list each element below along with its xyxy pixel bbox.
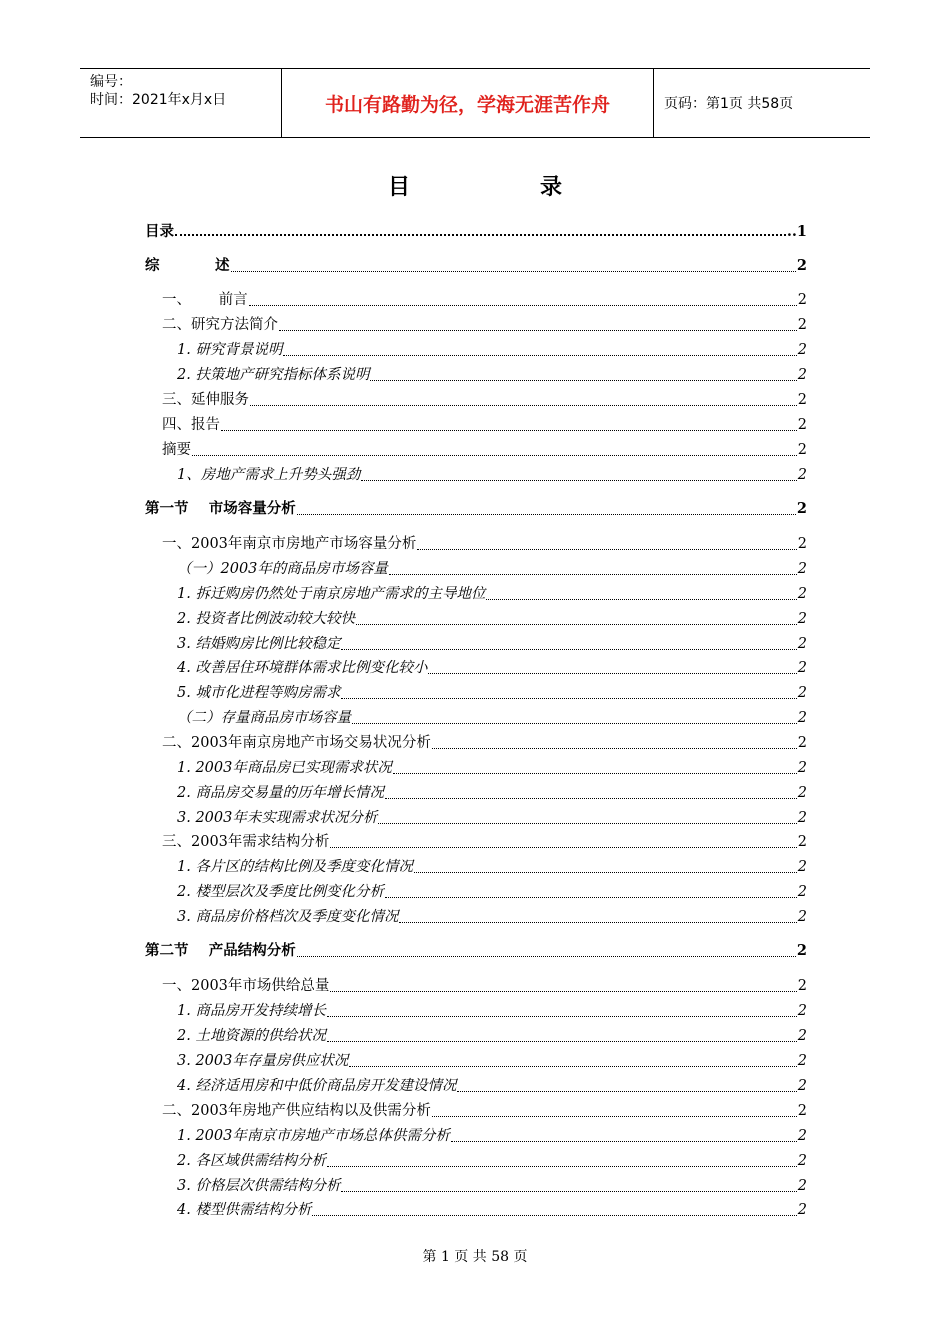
toc-entry[interactable] — [145, 706, 807, 728]
toc-entry[interactable] — [145, 632, 807, 654]
toc-entry-label: 三、2003年需求结构分析 — [162, 834, 330, 850]
toc-entry-page: 2 — [797, 760, 807, 776]
toc-entry-label: 3. 2003年存量房供应状况 — [177, 1053, 349, 1069]
toc-leader-dots — [414, 872, 797, 873]
toc-entry[interactable] — [145, 438, 807, 460]
toc-leader-dots — [428, 673, 796, 674]
toc-leader-dots — [297, 514, 796, 515]
toc-leader-dots — [330, 991, 796, 992]
toc-entry[interactable] — [145, 1174, 807, 1196]
toc-entry-label: 1、房地产需求上升势头强劲 — [177, 467, 361, 483]
toc-entry[interactable] — [145, 1049, 807, 1071]
toc-entry[interactable] — [145, 731, 807, 753]
toc-entry-page: 2 — [797, 636, 807, 652]
toc-entry-label: 1. 商品房开发持续增长 — [177, 1003, 326, 1019]
toc-leader-dots — [352, 723, 797, 724]
toc-entry-label: 2. 扶策地产研究指标体系说明 — [177, 367, 370, 383]
title-char-2: 录 — [540, 175, 563, 200]
toc-leader-dots — [341, 1191, 796, 1192]
toc-entry[interactable] — [145, 557, 807, 579]
toc-entry-label: 摘要 — [162, 442, 191, 458]
toc-entry[interactable] — [145, 497, 807, 519]
page-title — [0, 170, 950, 201]
toc-entry-page: 2 — [797, 660, 807, 676]
toc-entry[interactable] — [145, 1149, 807, 1171]
toc-entry-page: 2 — [797, 611, 807, 627]
toc-entry-label: 2. 商品房交易量的历年增长情况 — [177, 785, 384, 801]
toc-leader-dots — [327, 1041, 797, 1042]
toc-entry[interactable] — [145, 313, 807, 335]
toc-leader-dots — [361, 480, 797, 481]
toc-entry-page: 2 — [796, 942, 807, 959]
toc-entry-page: 2 — [797, 909, 807, 925]
toc-entry[interactable] — [145, 999, 807, 1021]
toc-entry[interactable] — [145, 681, 807, 703]
toc-leader-dots — [279, 330, 797, 331]
toc-entry[interactable] — [145, 756, 807, 778]
toc-entry-page: 2 — [797, 292, 807, 308]
toc-entry[interactable] — [145, 582, 807, 604]
toc-entry-label: 一、2003年南京市房地产市场容量分析 — [162, 536, 417, 552]
toc-entry-page: 2 — [797, 442, 807, 458]
toc-entry-page: 2 — [797, 317, 807, 333]
toc-entry-page: 2 — [797, 884, 807, 900]
toc-entry-label: 5. 城市化进程等购房需求 — [177, 685, 341, 701]
toc-entry-page: 2 — [797, 1078, 807, 1094]
toc-leader-dots — [417, 549, 796, 550]
toc-leader-dots — [175, 234, 786, 236]
toc-entry-page: 2 — [797, 392, 807, 408]
toc-entry[interactable] — [145, 1074, 807, 1096]
toc-entry[interactable] — [145, 363, 807, 385]
toc-entry[interactable] — [145, 220, 807, 242]
toc-leader-dots — [389, 574, 797, 575]
toc-leader-dots — [249, 305, 797, 306]
toc-leader-dots — [330, 847, 796, 848]
toc-entry-page: 2 — [797, 735, 807, 751]
toc-leader-dots — [451, 1141, 797, 1142]
toc-entry[interactable] — [145, 880, 807, 902]
toc-leader-dots — [327, 1016, 797, 1017]
toc-entry-page: 2 — [797, 710, 807, 726]
toc-entry-label: 1. 各片区的结构比例及季度变化情况 — [177, 859, 413, 875]
toc-entry-label: 三、延伸服务 — [162, 392, 249, 408]
toc-entry-label: 2. 各区域供需结构分析 — [177, 1153, 326, 1169]
toc-entry-page: 2 — [797, 467, 807, 483]
title-char-1: 目 — [387, 175, 410, 200]
toc-entry[interactable] — [145, 1024, 807, 1046]
toc-leader-dots — [432, 748, 797, 749]
toc-leader-dots — [341, 698, 796, 699]
toc-entry-page: 2 — [797, 342, 807, 358]
toc-entry-label: 1. 2003年南京市房地产市场总体供需分析 — [177, 1128, 450, 1144]
toc-entry-label: 二、2003年房地产供应结构以及供需分析 — [162, 1103, 431, 1119]
time-label: 时间：2021年x月x日 — [90, 92, 227, 108]
toc-leader-dots — [283, 355, 796, 356]
toc-entry[interactable] — [145, 830, 807, 852]
toc-entry-label: 一、 前言 — [162, 292, 248, 308]
toc-entry[interactable] — [145, 806, 807, 828]
toc-entry-label: 四、报告 — [162, 417, 220, 433]
toc-entry-label: 2. 投资者比例波动较大较快 — [177, 611, 355, 627]
toc-entry[interactable] — [145, 1099, 807, 1121]
toc-entry[interactable] — [145, 781, 807, 803]
toc-entry[interactable] — [145, 254, 807, 276]
toc-entry-page: 2 — [797, 1128, 807, 1144]
toc-entry-page: 2 — [797, 785, 807, 801]
toc-entry-page: 2 — [797, 1202, 807, 1218]
toc-entry-label: 2. 楼型层次及季度比例变化分析 — [177, 884, 384, 900]
toc-entry[interactable] — [145, 288, 807, 310]
toc-leader-dots — [457, 1091, 796, 1092]
toc-entry-label: （一）2003年的商品房市场容量 — [177, 561, 388, 577]
toc-entry-label: 1. 2003年商品房已实现需求状况 — [177, 760, 392, 776]
toc-leader-dots — [399, 922, 796, 923]
toc-entry[interactable] — [145, 463, 807, 485]
toc-entry-page: 2 — [797, 536, 807, 552]
toc-leader-dots — [432, 1116, 797, 1117]
toc-entry[interactable] — [145, 388, 807, 410]
toc-leader-dots — [221, 430, 797, 431]
toc-entry-label: 第二节 产品结构分析 — [145, 943, 296, 959]
toc-leader-dots — [327, 1166, 797, 1167]
toc-leader-dots — [378, 823, 796, 824]
toc-entry-label: 4. 改善居住环境群体需求比例变化较小 — [177, 660, 428, 676]
toc-leader-dots — [341, 649, 796, 650]
toc-entry-label: 3. 商品房价格档次及季度变化情况 — [177, 909, 399, 925]
toc-entry[interactable] — [145, 1198, 807, 1220]
toc-entry-label: 2. 土地资源的供给状况 — [177, 1028, 326, 1044]
toc-entry-page: 2 — [797, 1028, 807, 1044]
toc-entry-label: （二）存量商品房市场容量 — [177, 710, 351, 726]
toc-entry-page: 2 — [797, 586, 807, 602]
toc-entry-page: 2 — [797, 1003, 807, 1019]
toc-entry[interactable] — [145, 974, 807, 996]
toc-entry[interactable] — [145, 656, 807, 678]
toc-entry-page: 2 — [797, 685, 807, 701]
toc-entry-label: 4. 经济适用房和中低价商品房开发建设情况 — [177, 1078, 457, 1094]
toc-leader-dots — [486, 599, 796, 600]
toc-entry-label: 二、研究方法简介 — [162, 317, 278, 333]
toc-entry[interactable] — [145, 607, 807, 629]
toc-entry[interactable] — [145, 905, 807, 927]
toc-leader-dots — [393, 773, 797, 774]
toc-leader-dots — [297, 956, 796, 957]
toc-entry[interactable] — [145, 939, 807, 961]
toc-entry-label: 3. 结婚购房比例比较稳定 — [177, 636, 341, 652]
toc-leader-dots — [385, 798, 797, 799]
toc-entry-label: 3. 2003年未实现需求状况分析 — [177, 810, 378, 826]
toc-entry-label: 4. 楼型供需结构分析 — [177, 1202, 312, 1218]
toc-entry-label: 1. 拆迁购房仍然处于南京房地产需求的主导地位 — [177, 586, 486, 602]
toc-entry[interactable] — [145, 413, 807, 435]
toc-entry-page: 2 — [797, 1153, 807, 1169]
toc-leader-dots — [312, 1215, 796, 1216]
toc-leader-dots — [231, 271, 796, 272]
toc-entry-page: 2 — [797, 1178, 807, 1194]
toc-entry-label: 1. 研究背景说明 — [177, 342, 283, 358]
toc-entry[interactable] — [145, 532, 807, 554]
toc-entry-page: 2 — [797, 561, 807, 577]
header-page-info: 页码：第1页 共58页 — [664, 96, 794, 112]
toc-entry-label: 一、2003年市场供给总量 — [162, 978, 330, 994]
toc-entry[interactable] — [145, 855, 807, 877]
toc-entry-page: 2 — [797, 367, 807, 383]
toc-entry[interactable] — [145, 338, 807, 360]
toc-entry-label: 综 述 — [145, 258, 230, 274]
toc-entry-page: 2 — [797, 1103, 807, 1119]
page-footer: 第 1 页 共 58 页 — [422, 1249, 528, 1265]
toc-entry-label: 第一节 市场容量分析 — [145, 501, 296, 517]
toc-leader-dots — [250, 405, 797, 406]
toc-entry[interactable] — [145, 1124, 807, 1146]
toc-entry-page: 2 — [797, 417, 807, 433]
header-motto: 书山有路勤为径，学海无涯苦作舟 — [282, 69, 654, 137]
header-meta — [80, 69, 282, 137]
serial-label: 编号： — [90, 74, 132, 90]
toc-entry-page: ..1 — [786, 223, 807, 240]
toc-entry-page: 2 — [797, 859, 807, 875]
toc-entry-page: 2 — [797, 810, 807, 826]
toc-leader-dots — [192, 455, 797, 456]
toc-leader-dots — [370, 380, 796, 381]
toc-entry-page: 2 — [796, 500, 807, 517]
toc-leader-dots — [356, 624, 797, 625]
toc-entry-label: 目录 — [145, 224, 174, 240]
toc-entry-page: 2 — [797, 834, 807, 850]
toc-entry-label: 3. 价格层次供需结构分析 — [177, 1178, 341, 1194]
toc-leader-dots — [385, 897, 797, 898]
toc-entry-page: 2 — [796, 257, 807, 274]
toc-entry-label: 二、2003年南京房地产市场交易状况分析 — [162, 735, 431, 751]
page-header — [80, 68, 870, 138]
toc-entry-page: 2 — [797, 978, 807, 994]
toc-leader-dots — [349, 1066, 796, 1067]
toc-entry-page: 2 — [797, 1053, 807, 1069]
